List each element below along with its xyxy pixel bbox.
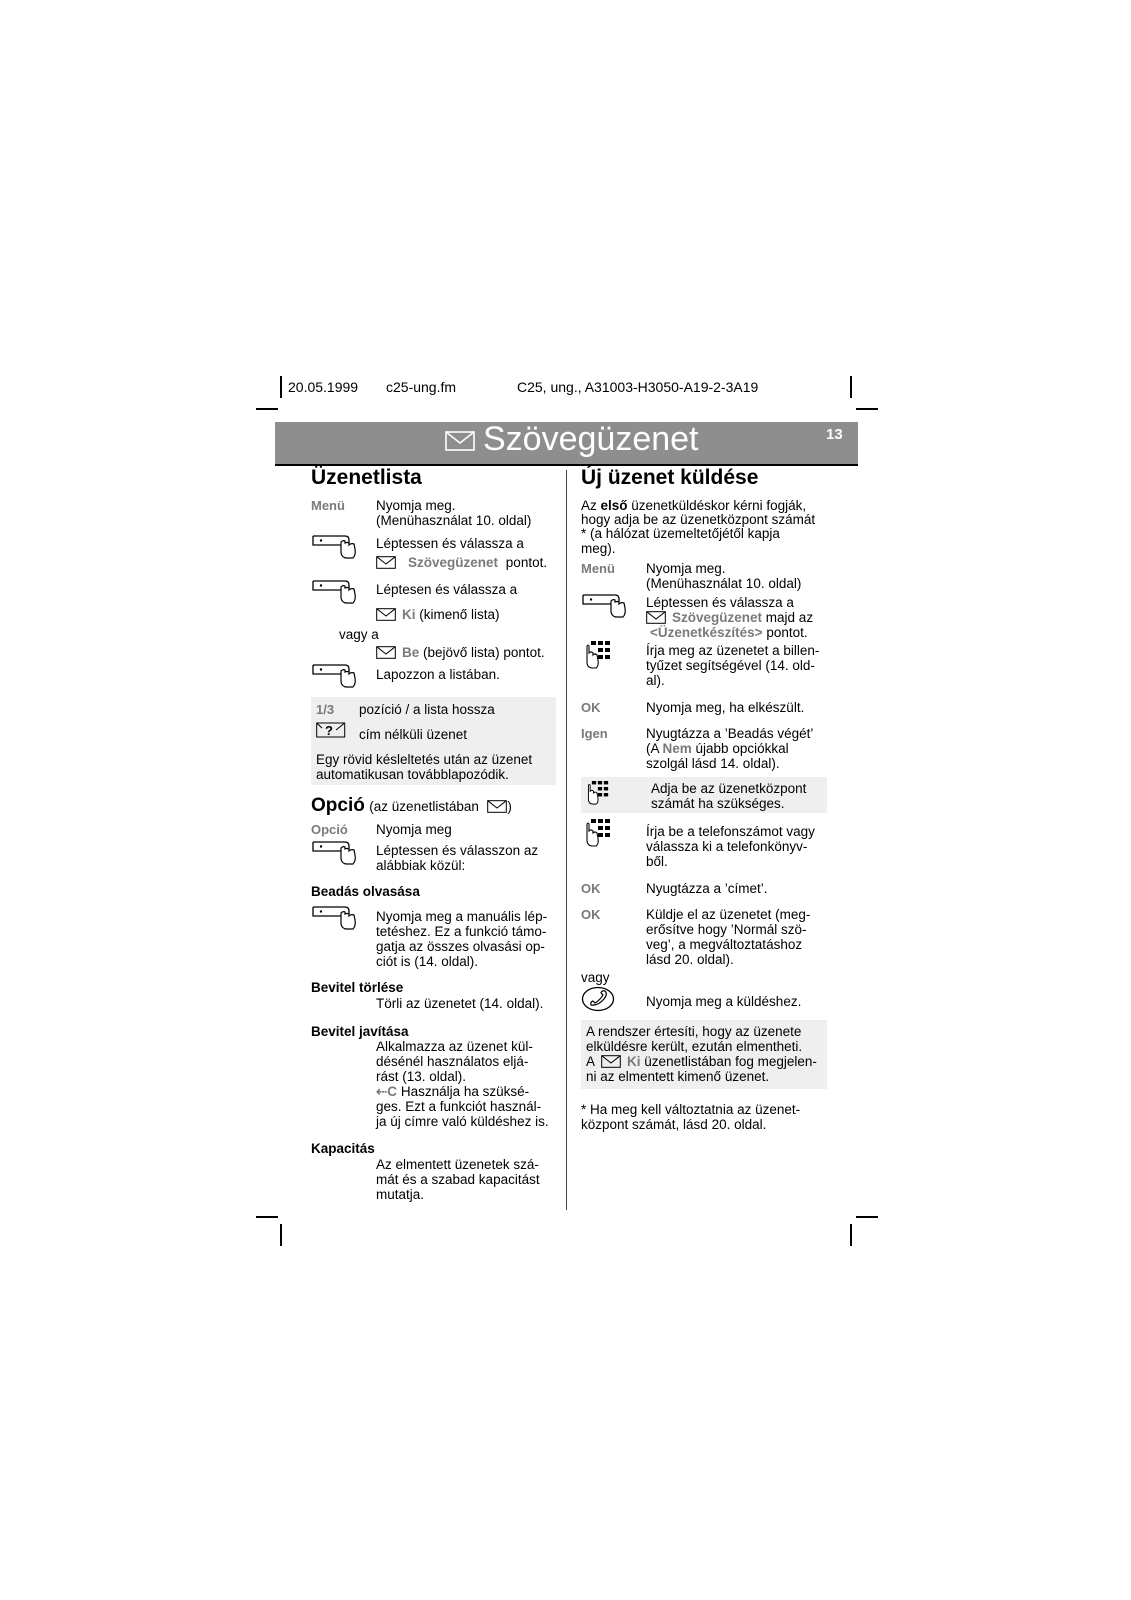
instruction-text: (Menühasználat 10. oldal) bbox=[376, 513, 532, 528]
info-text: automatikusan továbblapozódik. bbox=[316, 767, 509, 782]
instruction-text: ja új címre való küldéshez is. bbox=[376, 1114, 549, 1129]
instruction-text: tetéshez. Ez a funkció támo- bbox=[376, 924, 547, 939]
svg-text:?: ? bbox=[325, 723, 333, 738]
header-date: 20.05.1999 bbox=[288, 379, 359, 395]
option-heading bbox=[311, 795, 512, 817]
instruction-text: Nyomja meg a manuális lép- bbox=[376, 909, 548, 924]
send-call-icon bbox=[581, 986, 615, 1012]
key-label-menu: Menü bbox=[311, 498, 345, 513]
intro-text: hogy adja be az üzenetközpont számát bbox=[581, 512, 816, 527]
instruction-text: Az elmentett üzenetek szá- bbox=[376, 1157, 539, 1172]
menu-item-line bbox=[650, 625, 808, 640]
menu-item-uzenetkeszites: <Üzenetkészítés> bbox=[650, 625, 763, 640]
keypad-hand-icon bbox=[583, 640, 611, 670]
section-heading: Üzenetlista bbox=[311, 466, 422, 489]
instruction-text: Nyomja meg, ha elkészült. bbox=[646, 700, 805, 715]
menu-item-line bbox=[646, 610, 813, 625]
instruction-text: Nyomja meg. bbox=[646, 561, 726, 576]
instruction-text: Írja meg az üzenetet a billen- bbox=[646, 643, 820, 658]
instruction-text: Nyomja meg bbox=[376, 822, 452, 837]
info-text: elküldésre került, ezután elmentheti. bbox=[586, 1039, 803, 1054]
menu-item-line bbox=[376, 645, 545, 660]
instruction-text: pontot. bbox=[766, 625, 808, 640]
option-heading-close: ) bbox=[507, 799, 512, 814]
instruction-text: Használja ha szüksé- bbox=[400, 1084, 530, 1099]
envelope-icon bbox=[376, 646, 396, 659]
instruction-text: Léptessen és válasszon az bbox=[376, 843, 539, 858]
instruction-text: Nyomja meg a küldéshez. bbox=[646, 994, 802, 1009]
info-text: cím nélküli üzenet bbox=[359, 727, 468, 742]
intro-text: meg). bbox=[581, 541, 616, 556]
instruction-text: Lapozzon a listában. bbox=[376, 667, 500, 682]
instruction-text: mutatja. bbox=[376, 1187, 425, 1202]
header-ref: C25, ung., A31003-H3050-A19-2-3A19 bbox=[517, 379, 759, 395]
instruction-text: Írja be a telefonszámot vagy bbox=[646, 824, 815, 839]
info-text: Egy rövid késleltetés után az üzenet bbox=[316, 752, 533, 767]
option-heading-sub: (az üzenetlistában bbox=[369, 799, 479, 814]
instruction-text: válassza ki a telefonkönyv- bbox=[646, 839, 808, 854]
intro-text-bold: első bbox=[600, 498, 628, 513]
envelope-question-icon bbox=[316, 722, 346, 738]
menu-item-line bbox=[376, 607, 500, 622]
crop-mark bbox=[856, 408, 878, 410]
envelope-icon bbox=[601, 1055, 621, 1068]
instruction-text: erősítve hogy ’Normál szö- bbox=[646, 922, 807, 937]
instruction-text: Léptesen és válassza a bbox=[376, 582, 518, 597]
option-title: Beadás olvasása bbox=[311, 884, 420, 899]
or-text: vagy bbox=[581, 970, 610, 985]
info-text bbox=[586, 1054, 817, 1069]
instruction-text: ből. bbox=[646, 854, 668, 869]
instruction-text: Adja be az üzenetközpont bbox=[651, 781, 807, 796]
menu-item-be: Be bbox=[402, 645, 420, 660]
info-text-part: üzenetlistában fog megjelen- bbox=[644, 1054, 817, 1069]
instruction-text-part: (A bbox=[646, 741, 663, 756]
keypad-hand-icon bbox=[583, 818, 611, 848]
info-text: A rendszer értesíti, hogy az üzenete bbox=[586, 1024, 802, 1039]
instruction-text: Nyomja meg. bbox=[376, 498, 456, 513]
info-text: ni az elmentett kimenő üzenet. bbox=[586, 1069, 770, 1084]
crop-mark bbox=[850, 376, 852, 398]
instruction-text: ges. Ezt a funkciót használ- bbox=[376, 1099, 542, 1114]
crop-mark bbox=[280, 1224, 282, 1246]
option-title: Bevitel törlése bbox=[311, 980, 404, 995]
envelope-icon bbox=[445, 431, 475, 451]
instruction-text-part: újabb opciókkal bbox=[691, 741, 789, 756]
instruction-text: Léptessen és válassza a bbox=[646, 595, 794, 610]
instruction-text: rást (13. oldal). bbox=[376, 1069, 467, 1084]
rocker-key-icon bbox=[311, 839, 357, 865]
instruction-text: Törli az üzenetet (14. oldal). bbox=[376, 996, 544, 1011]
info-text: pozíció / a lista hossza bbox=[359, 702, 495, 717]
instruction-text: ciót is (14. oldal). bbox=[376, 954, 479, 969]
menu-item-ki: Ki bbox=[402, 607, 416, 622]
section-heading: Új üzenet küldése bbox=[581, 466, 759, 489]
instruction-text: désénél használatos eljá- bbox=[376, 1054, 529, 1069]
instruction-text: tyűzet segítségével (14. old- bbox=[646, 658, 815, 673]
key-label-igen: Igen bbox=[581, 726, 608, 741]
instruction-text: lásd 20. oldal). bbox=[646, 952, 734, 967]
envelope-icon bbox=[376, 556, 396, 569]
envelope-icon bbox=[376, 608, 396, 621]
intro-text bbox=[581, 498, 806, 513]
instruction-text: al). bbox=[646, 673, 665, 688]
instruction-text: alábbiak közül: bbox=[376, 858, 466, 873]
info-text-part: A bbox=[586, 1054, 595, 1069]
rocker-key-icon bbox=[311, 904, 357, 930]
instruction-text bbox=[646, 741, 789, 756]
instruction-text: (bejövő lista) pontot. bbox=[423, 645, 545, 660]
envelope-icon bbox=[646, 611, 666, 624]
intro-text-part: üzenetküldéskor kérni fogják, bbox=[627, 498, 807, 513]
option-heading-title: Opció bbox=[311, 795, 365, 816]
instruction-text: mát és a szabad kapacitást bbox=[376, 1172, 540, 1187]
key-label-option: Opció bbox=[311, 822, 348, 837]
rocker-key-icon bbox=[581, 592, 627, 618]
page-title-text: Szövegüzenet bbox=[483, 420, 699, 458]
clear-key-label: ⇠C bbox=[376, 1084, 398, 1099]
keypad-hand-icon bbox=[585, 780, 609, 806]
column-divider bbox=[566, 470, 567, 1210]
rocker-key-icon bbox=[311, 662, 357, 688]
menu-item-szovegüzenet: Szövegüzenet bbox=[408, 555, 499, 570]
position-label: 1/3 bbox=[316, 702, 335, 717]
crop-mark bbox=[256, 408, 278, 410]
instruction-text: Alkalmazza az üzenet kül- bbox=[376, 1039, 533, 1054]
header-file: c25-ung.fm bbox=[386, 379, 457, 395]
key-label-menu: Menü bbox=[581, 561, 615, 576]
crop-mark bbox=[856, 1216, 878, 1218]
instruction-text: (kimenő lista) bbox=[419, 607, 500, 622]
instruction-text: majd az bbox=[765, 610, 814, 625]
intro-text-part: Az bbox=[581, 498, 601, 513]
instruction-text: veg’, a megváltoztatáshoz bbox=[646, 937, 803, 952]
instruction-text: (Menühasználat 10. oldal) bbox=[646, 576, 802, 591]
instruction-text: Nyugtázza a ’címet’. bbox=[646, 881, 768, 896]
menu-item-line bbox=[376, 555, 547, 570]
envelope-icon bbox=[487, 800, 507, 813]
menu-item-szovegüzenet: Szövegüzenet bbox=[672, 610, 763, 625]
option-title: Kapacitás bbox=[311, 1141, 375, 1156]
option-title: Bevitel javítása bbox=[311, 1024, 409, 1039]
instruction-text: gatja az összes olvasási op- bbox=[376, 939, 545, 954]
intro-text: * (a hálózat üzemeltetőjétől kapja bbox=[581, 526, 780, 541]
rocker-key-icon bbox=[311, 533, 357, 559]
instruction-text: számát ha szükséges. bbox=[651, 796, 785, 811]
instruction-text: szolgál lásd 14. oldal). bbox=[646, 756, 780, 771]
instruction-text: Küldje el az üzenetet (meg- bbox=[646, 907, 811, 922]
key-label-ok: OK bbox=[581, 700, 601, 715]
instruction-text bbox=[376, 1084, 529, 1099]
menu-item-ki: Ki bbox=[627, 1054, 641, 1069]
or-text: vagy a bbox=[339, 627, 379, 642]
key-label-nem: Nem bbox=[662, 741, 692, 756]
instruction-text: pontot. bbox=[505, 555, 548, 570]
footnote: központ számát, lásd 20. oldal. bbox=[581, 1117, 767, 1132]
crop-mark bbox=[280, 376, 282, 398]
page-title bbox=[445, 420, 699, 459]
instruction-text: Léptessen és válassza a bbox=[376, 536, 524, 551]
crop-mark bbox=[256, 1216, 278, 1218]
key-label-ok: OK bbox=[581, 907, 601, 922]
rocker-key-icon bbox=[311, 578, 357, 604]
page-number: 13 bbox=[826, 426, 843, 443]
crop-mark bbox=[850, 1224, 852, 1246]
instruction-text: Nyugtázza a ’Beadás végét’ bbox=[646, 726, 814, 741]
footnote: * Ha meg kell változtatnia az üzenet- bbox=[581, 1102, 801, 1117]
key-label-ok: OK bbox=[581, 881, 601, 896]
